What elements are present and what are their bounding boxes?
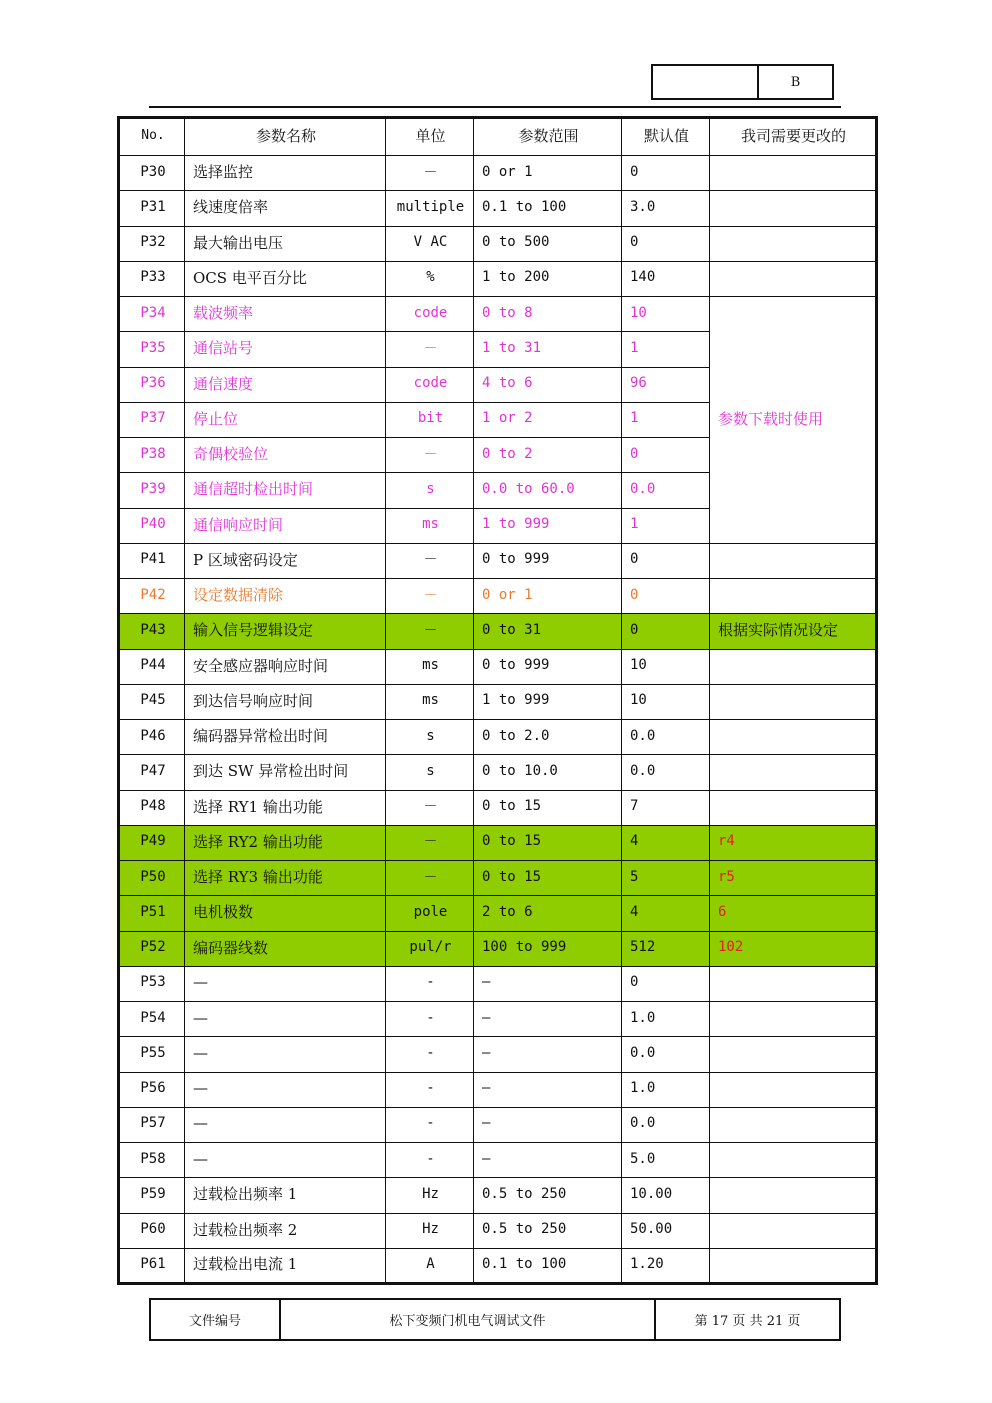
cell-note [710, 755, 877, 790]
cell-name: 编码器线数 [185, 931, 386, 966]
cell-default: 10 [622, 649, 710, 684]
cell-note [710, 720, 877, 755]
cell-range: 0 to 15 [474, 861, 622, 896]
cell-note [710, 543, 877, 578]
cell-default: 4 [622, 896, 710, 931]
cell-range: 4 to 6 [474, 367, 622, 402]
cell-name: 到达信号响应时间 [185, 684, 386, 719]
cell-no: P35 [119, 332, 185, 367]
cell-unit: Hz [386, 1178, 474, 1213]
cell-range: 0 to 15 [474, 790, 622, 825]
cell-note [710, 579, 877, 614]
cell-no: P56 [119, 1072, 185, 1107]
cell-range: — [474, 1037, 622, 1072]
cell-name: 编码器异常检出时间 [185, 720, 386, 755]
cell-default: 1 [622, 402, 710, 437]
cell-default: 7 [622, 790, 710, 825]
cell-range: 0.5 to 250 [474, 1178, 622, 1213]
table-row [119, 1248, 877, 1283]
table-row [119, 720, 877, 755]
page-footer [149, 1298, 841, 1341]
table-row [119, 297, 877, 332]
cell-no: P54 [119, 1002, 185, 1037]
table-row [119, 1213, 877, 1248]
cell-note [710, 1002, 877, 1037]
cell-range: — [474, 1072, 622, 1107]
cell-unit: pole [386, 896, 474, 931]
cell-unit: s [386, 473, 474, 508]
cell-note [710, 1178, 877, 1213]
cell-default: 10 [622, 684, 710, 719]
cell-unit: - [386, 1143, 474, 1178]
cell-unit: － [386, 825, 474, 860]
cell-no: P57 [119, 1107, 185, 1142]
cell-no: P60 [119, 1213, 185, 1248]
cell-name: 载波频率 [185, 297, 386, 332]
cell-no: P34 [119, 297, 185, 332]
table-row [119, 931, 877, 966]
cell-no: P44 [119, 649, 185, 684]
cell-range: 1 to 200 [474, 261, 622, 296]
table-row [119, 1037, 877, 1072]
cell-default: 96 [622, 367, 710, 402]
cell-unit: - [386, 1002, 474, 1037]
cell-range: 0.5 to 250 [474, 1213, 622, 1248]
cell-note-merged: 参数下载时使用 [710, 297, 877, 544]
table-row [119, 755, 877, 790]
cell-unit: s [386, 720, 474, 755]
cell-unit: － [386, 332, 474, 367]
col-header-range: 参数范围 [474, 118, 622, 156]
cell-note: r5 [710, 861, 877, 896]
cell-no: P33 [119, 261, 185, 296]
table-row [119, 966, 877, 1001]
cell-range: 0.0 to 60.0 [474, 473, 622, 508]
footer-page-info: 第 17 页 共 21 页 [694, 1314, 801, 1329]
cell-range: 0 or 1 [474, 156, 622, 191]
header-rule [149, 106, 841, 108]
cell-default: 50.00 [622, 1213, 710, 1248]
cell-default: 5 [622, 861, 710, 896]
cell-default: 3.0 [622, 191, 710, 226]
cell-range: 0.1 to 100 [474, 191, 622, 226]
parameter-table [117, 116, 878, 1285]
cell-unit: - [386, 1072, 474, 1107]
col-header-no: No. [119, 118, 185, 156]
cell-name: — [185, 1107, 386, 1142]
cell-name: 安全感应器响应时间 [185, 649, 386, 684]
cell-default: 10 [622, 297, 710, 332]
cell-unit: - [386, 966, 474, 1001]
cell-name: 通信站号 [185, 332, 386, 367]
cell-name: 最大输出电压 [185, 226, 386, 261]
revision-value: B [790, 74, 801, 90]
cell-no: P58 [119, 1143, 185, 1178]
cell-name: 选择 RY2 输出功能 [185, 825, 386, 860]
cell-no: P40 [119, 508, 185, 543]
cell-default: 0.0 [622, 1037, 710, 1072]
cell-unit: pul/r [386, 931, 474, 966]
cell-unit: % [386, 261, 474, 296]
cell-name: 停止位 [185, 402, 386, 437]
cell-name: — [185, 1037, 386, 1072]
cell-default: 10.00 [622, 1178, 710, 1213]
cell-default: 0.0 [622, 1107, 710, 1142]
cell-note [710, 226, 877, 261]
col-header-name: 参数名称 [185, 118, 386, 156]
table-row [119, 1143, 877, 1178]
table-row [119, 861, 877, 896]
table-row [119, 1107, 877, 1142]
cell-name: 线速度倍率 [185, 191, 386, 226]
cell-no: P45 [119, 684, 185, 719]
table-row [119, 684, 877, 719]
cell-no: P41 [119, 543, 185, 578]
cell-note [710, 966, 877, 1001]
cell-name: OCS 电平百分比 [185, 261, 386, 296]
cell-no: P47 [119, 755, 185, 790]
cell-note [710, 1248, 877, 1283]
table-row [119, 896, 877, 931]
cell-default: 140 [622, 261, 710, 296]
cell-no: P43 [119, 614, 185, 649]
cell-unit: － [386, 861, 474, 896]
cell-default: 512 [622, 931, 710, 966]
table-body [119, 156, 877, 1284]
cell-unit: Hz [386, 1213, 474, 1248]
cell-no: P46 [119, 720, 185, 755]
cell-name: 设定数据清除 [185, 579, 386, 614]
cell-no: P37 [119, 402, 185, 437]
cell-unit: bit [386, 402, 474, 437]
footer-doc-title: 松下变频门机电气调试文件 [281, 1300, 656, 1339]
col-header-unit: 单位 [386, 118, 474, 156]
table-row [119, 191, 877, 226]
cell-name: — [185, 1072, 386, 1107]
cell-note [710, 1143, 877, 1178]
cell-name: 到达 SW 异常检出时间 [185, 755, 386, 790]
cell-unit: ms [386, 649, 474, 684]
cell-range: 1 or 2 [474, 402, 622, 437]
cell-default: 0 [622, 966, 710, 1001]
cell-default: 0 [622, 579, 710, 614]
cell-range: 0 to 8 [474, 297, 622, 332]
cell-name: 奇偶校验位 [185, 438, 386, 473]
cell-no: P36 [119, 367, 185, 402]
cell-default: 0 [622, 614, 710, 649]
cell-default: 4 [622, 825, 710, 860]
cell-no: P49 [119, 825, 185, 860]
table-row [119, 543, 877, 578]
cell-unit: V AC [386, 226, 474, 261]
cell-range: 0 to 2 [474, 438, 622, 473]
cell-no: P39 [119, 473, 185, 508]
cell-range: 0 to 2.0 [474, 720, 622, 755]
cell-unit: － [386, 579, 474, 614]
cell-unit: － [386, 156, 474, 191]
cell-name: 过载检出电流 1 [185, 1248, 386, 1283]
table-row [119, 226, 877, 261]
cell-range: 0 to 10.0 [474, 755, 622, 790]
cell-range: 0 to 999 [474, 649, 622, 684]
cell-default: 0.0 [622, 755, 710, 790]
revision-blank-cell [653, 66, 759, 98]
cell-default: 0 [622, 543, 710, 578]
cell-default: 0 [622, 438, 710, 473]
table-row [119, 790, 877, 825]
cell-unit: code [386, 367, 474, 402]
cell-note [710, 1107, 877, 1142]
cell-no: P55 [119, 1037, 185, 1072]
cell-range: 0.1 to 100 [474, 1248, 622, 1283]
cell-range: 1 to 999 [474, 684, 622, 719]
cell-name: 选择 RY3 输出功能 [185, 861, 386, 896]
cell-unit: － [386, 614, 474, 649]
cell-note [710, 261, 877, 296]
cell-no: P61 [119, 1248, 185, 1283]
cell-no: P50 [119, 861, 185, 896]
cell-range: 0 to 15 [474, 825, 622, 860]
cell-no: P48 [119, 790, 185, 825]
cell-range: 0 to 500 [474, 226, 622, 261]
cell-no: P32 [119, 226, 185, 261]
cell-unit: s [386, 755, 474, 790]
cell-note [710, 1213, 877, 1248]
cell-range: 1 to 999 [474, 508, 622, 543]
cell-unit: multiple [386, 191, 474, 226]
cell-no: P38 [119, 438, 185, 473]
cell-name: 通信响应时间 [185, 508, 386, 543]
cell-unit: code [386, 297, 474, 332]
cell-range: 2 to 6 [474, 896, 622, 931]
cell-name: 选择监控 [185, 156, 386, 191]
cell-default: 1 [622, 332, 710, 367]
revision-box [651, 64, 834, 100]
cell-unit: ms [386, 508, 474, 543]
cell-name: 过载检出频率 1 [185, 1178, 386, 1213]
cell-name: — [185, 1002, 386, 1037]
cell-name: 输入信号逻辑设定 [185, 614, 386, 649]
cell-default: 1.0 [622, 1002, 710, 1037]
col-header-note: 我司需要更改的 [710, 118, 877, 156]
cell-unit: - [386, 1107, 474, 1142]
table-row [119, 156, 877, 191]
cell-note [710, 191, 877, 226]
cell-unit: - [386, 1037, 474, 1072]
cell-range: — [474, 1143, 622, 1178]
cell-note: 6 [710, 896, 877, 931]
cell-range: — [474, 1002, 622, 1037]
cell-note [710, 156, 877, 191]
cell-name: — [185, 1143, 386, 1178]
cell-default: 0 [622, 226, 710, 261]
table-header-row [119, 118, 877, 156]
cell-name: — [185, 966, 386, 1001]
table-row [119, 614, 877, 649]
cell-range: — [474, 966, 622, 1001]
table-row [119, 1072, 877, 1107]
cell-default: 0.0 [622, 720, 710, 755]
cell-unit: － [386, 438, 474, 473]
cell-no: P30 [119, 156, 185, 191]
cell-no: P52 [119, 931, 185, 966]
cell-unit: － [386, 543, 474, 578]
table-row [119, 261, 877, 296]
cell-no: P59 [119, 1178, 185, 1213]
cell-default: 1.20 [622, 1248, 710, 1283]
table-row [119, 1178, 877, 1213]
cell-range: — [474, 1107, 622, 1142]
footer-doc-label: 文件编号 [151, 1300, 281, 1339]
cell-unit: ms [386, 684, 474, 719]
cell-range: 100 to 999 [474, 931, 622, 966]
col-header-default: 默认值 [622, 118, 710, 156]
cell-default: 0.0 [622, 473, 710, 508]
cell-note: r4 [710, 825, 877, 860]
cell-range: 0 to 999 [474, 543, 622, 578]
cell-no: P31 [119, 191, 185, 226]
cell-name: 过载检出频率 2 [185, 1213, 386, 1248]
cell-note: 根据实际情况设定 [710, 614, 877, 649]
table-row [119, 649, 877, 684]
cell-default: 0 [622, 156, 710, 191]
table-row [119, 825, 877, 860]
cell-default: 1 [622, 508, 710, 543]
cell-name: P 区域密码设定 [185, 543, 386, 578]
cell-default: 5.0 [622, 1143, 710, 1178]
cell-note [710, 1037, 877, 1072]
cell-range: 1 to 31 [474, 332, 622, 367]
cell-no: P53 [119, 966, 185, 1001]
cell-note [710, 790, 877, 825]
cell-name: 电机极数 [185, 896, 386, 931]
cell-note [710, 1072, 877, 1107]
cell-name: 通信速度 [185, 367, 386, 402]
cell-unit: － [386, 790, 474, 825]
cell-note [710, 649, 877, 684]
cell-note [710, 684, 877, 719]
cell-range: 0 to 31 [474, 614, 622, 649]
cell-range: 0 or 1 [474, 579, 622, 614]
cell-no: P51 [119, 896, 185, 931]
cell-note: 102 [710, 931, 877, 966]
cell-no: P42 [119, 579, 185, 614]
table-row [119, 579, 877, 614]
cell-unit: A [386, 1248, 474, 1283]
table-row [119, 1002, 877, 1037]
cell-default: 1.0 [622, 1072, 710, 1107]
cell-name: 选择 RY1 输出功能 [185, 790, 386, 825]
cell-name: 通信超时检出时间 [185, 473, 386, 508]
